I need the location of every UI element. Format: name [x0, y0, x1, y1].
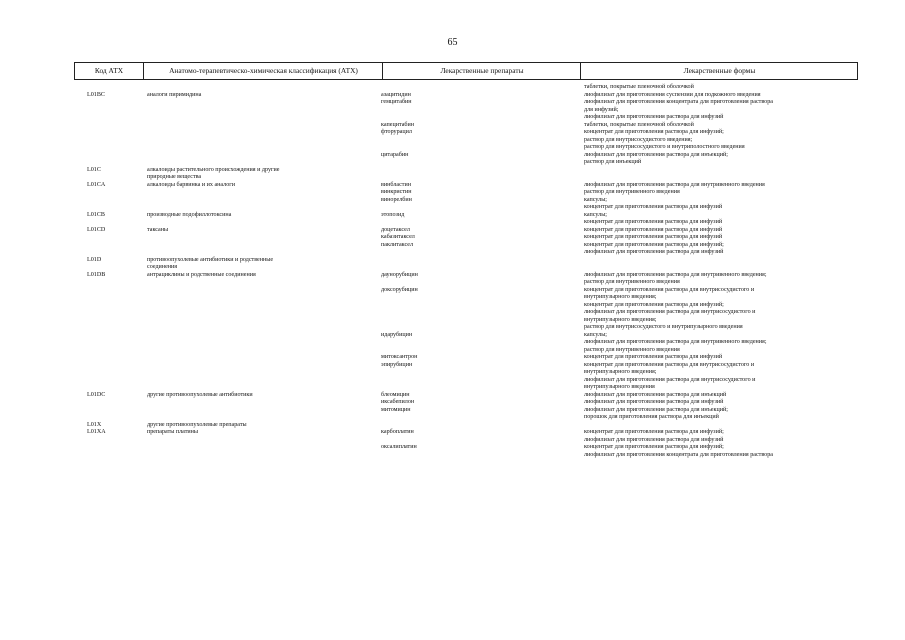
- table-row: [74, 332, 858, 340]
- dosage-form: раствор для внутривенного введения: [584, 189, 680, 195]
- classification: антрациклины и родственные соединения: [147, 271, 256, 278]
- dosage-form: лиофилизат для приготовления раствора для инфузий: [584, 249, 724, 255]
- drug-name: гемцитабин: [381, 99, 412, 105]
- drug-name: азацитидин: [381, 91, 411, 98]
- table-row: [74, 257, 858, 265]
- dosage-form: капсулы;: [584, 211, 607, 218]
- table-row: [74, 324, 858, 332]
- dosage-form: концентрат для приготовления раствора для инфузий: [584, 234, 723, 240]
- atc-code: L01CB: [87, 211, 105, 218]
- dosage-form: раствор для внутривенного введения: [584, 279, 680, 285]
- atc-code: L01XA: [87, 429, 106, 435]
- dosage-form: лиофилизат для приготовления раствора для внутрисосудистого и: [584, 309, 756, 315]
- table-row: [74, 234, 858, 242]
- table-row: [74, 384, 858, 392]
- table-row: [74, 204, 858, 212]
- table-header: [74, 62, 858, 80]
- dosage-form: раствор для внутрисосудистого введения;: [584, 136, 693, 143]
- table-row: [74, 159, 858, 167]
- dosage-form: лиофилизат для приготовления раствора для инфузий: [584, 114, 724, 120]
- dosage-form: лиофилизат для приготовления концентрата для приготовления раствора: [584, 99, 773, 105]
- drug-name: идарубицин: [381, 331, 413, 338]
- dosage-form: лиофилизат для приготовления раствора для внутривенного введения;: [584, 339, 767, 345]
- dosage-form: лиофилизат для приготовления раствора для инъекций;: [584, 151, 728, 158]
- dosage-form: концентрат для приготовления раствора для внутрисосудистого и: [584, 361, 755, 368]
- table-row: [74, 249, 858, 257]
- dosage-form: лиофилизат для приготовления раствора для внутривенного введения;: [584, 271, 767, 278]
- dosage-form: капсулы;: [584, 196, 607, 203]
- drug-name: иксабепилон: [381, 399, 415, 405]
- table-row: [74, 429, 858, 437]
- dosage-form: раствор для внутрисосудистого и внутриполостного введения: [584, 144, 745, 150]
- table-row: [74, 377, 858, 385]
- dosage-form: лиофилизат для приготовления раствора для внутривенного введения: [584, 181, 765, 188]
- table-row: [74, 114, 858, 122]
- table-row: [74, 339, 858, 347]
- atc-code: L01DC: [87, 391, 106, 398]
- header-code: Код АТХ: [94, 66, 124, 75]
- table-row: [74, 407, 858, 415]
- table-row: [74, 167, 858, 175]
- dosage-form: лиофилизат для приготовления суспензии для подкожного введения: [584, 91, 761, 98]
- dosage-form: раствор для внутрисосудистого и внутрипузырного введения: [584, 324, 743, 330]
- table-row: [74, 129, 858, 137]
- dosage-form: лиофилизат для приготовления концентрата для приготовления раствора: [584, 451, 773, 458]
- table-row: [74, 369, 858, 377]
- dosage-form: концентрат для приготовления раствора для внутрисосудистого и: [584, 286, 755, 293]
- table-row: [74, 452, 858, 460]
- table-row: [74, 354, 858, 362]
- dosage-form: концентрат для приготовления раствора для инфузий: [584, 204, 723, 210]
- classification: алкалоиды растительного происхождения и другие: [147, 166, 280, 173]
- table-row: [74, 302, 858, 310]
- classification: природные вещества: [147, 174, 202, 180]
- drug-name: эпирубицин: [381, 361, 413, 368]
- page-number: 65: [447, 37, 458, 48]
- drug-name: фторурацил: [381, 129, 412, 135]
- classification: производные подофиллотоксина: [147, 211, 232, 218]
- drug-name: этопозид: [381, 211, 405, 218]
- dosage-form: концентрат для приготовления раствора для инфузий: [584, 219, 723, 225]
- drug-name: карбоплатин: [381, 429, 414, 435]
- table-row: [74, 137, 858, 145]
- dosage-form: лиофилизат для приготовления раствора для внутрисосудистого и: [584, 376, 756, 383]
- classification: алкалоиды барвинка и их аналоги: [147, 181, 236, 188]
- header-drugs: Лекарственные препараты: [382, 63, 581, 79]
- drug-name: кабазитаксел: [381, 234, 415, 240]
- classification: таксаны: [147, 226, 169, 233]
- header-classification: Анатомо-терапевтическо-химическая классификация (АТХ): [143, 63, 383, 79]
- table-row: [74, 317, 858, 325]
- table-row: [74, 294, 858, 302]
- table-row: [74, 392, 858, 400]
- table-row: [74, 212, 858, 220]
- atc-code: L01X: [87, 421, 102, 428]
- classification: аналоги пиримидина: [147, 91, 202, 98]
- dosage-form: концентрат для приготовления раствора для инфузий;: [584, 444, 724, 450]
- dosage-form: порошок для приготовления раствора для инъекций: [584, 414, 719, 420]
- table-row: [74, 414, 858, 422]
- table-row: [74, 422, 858, 430]
- drug-name: цитарабин: [381, 151, 409, 158]
- drug-name: паклитаксел: [381, 241, 414, 248]
- table-body: [74, 84, 858, 584]
- table-row: [74, 197, 858, 205]
- table-row: [74, 182, 858, 190]
- atc-code: L01DB: [87, 271, 106, 278]
- table-row: [74, 92, 858, 100]
- drug-name: даунорубицин: [381, 271, 418, 278]
- drug-name: капецитабин: [381, 121, 415, 128]
- table-row: [74, 437, 858, 445]
- drug-name: доцетаксел: [381, 226, 410, 233]
- table-row: [74, 189, 858, 197]
- atc-code: L01C: [87, 166, 101, 173]
- dosage-form: лиофилизат для приготовления раствора для инъекций;: [584, 406, 728, 413]
- dosage-form: лиофилизат для приготовления раствора для инъекций: [584, 391, 727, 398]
- drug-name: доксорубицин: [381, 286, 418, 293]
- dosage-form: концентрат для приготовления раствора для инфузий: [584, 354, 723, 360]
- table-row: [74, 219, 858, 227]
- dosage-form: концентрат для приготовления раствора для инфузий;: [584, 301, 724, 308]
- dosage-form: внутрипузырного введения;: [584, 294, 657, 300]
- table-row: [74, 227, 858, 235]
- table-row: [74, 99, 858, 107]
- dosage-form: раствор для внутривенного введения: [584, 346, 680, 353]
- classification: другие противоопухолевые антибиотики: [147, 391, 253, 398]
- dosage-form: таблетки, покрытые пленочной оболочкой: [584, 84, 694, 90]
- drug-name: митомицин: [381, 406, 411, 413]
- table-row: [74, 272, 858, 280]
- atc-code: L01D: [87, 256, 102, 263]
- header-forms: Лекарственные формы: [580, 63, 858, 79]
- dosage-form: концентрат для приготовления раствора для инфузий;: [584, 241, 724, 248]
- dosage-form: капсулы;: [584, 331, 607, 338]
- table-row: [74, 279, 858, 287]
- dosage-form: лиофилизат для приготовления раствора для инфузий: [584, 436, 724, 443]
- dosage-form: лиофилизат для приготовления раствора для инфузий: [584, 399, 724, 405]
- table-row: [74, 287, 858, 295]
- classification: противоопухолевые антибиотики и родственные: [147, 256, 274, 263]
- table-row: [74, 399, 858, 407]
- drug-name: оксалиплатин: [381, 444, 417, 450]
- dosage-form: внутрипузырного введения;: [584, 369, 657, 375]
- dosage-form: концентрат для приготовления раствора для инфузий: [584, 226, 723, 233]
- table-row: [74, 152, 858, 160]
- drug-name: винорелбин: [381, 196, 412, 203]
- classification: препараты платины: [147, 429, 198, 435]
- table-row: [74, 242, 858, 250]
- atc-code: L01CA: [87, 181, 106, 188]
- dosage-form: концентрат для приготовления раствора для инфузий;: [584, 129, 724, 135]
- table-row: [74, 144, 858, 152]
- dosage-form: концентрат для приготовления раствора для инфузий;: [584, 429, 724, 435]
- dosage-form: для инфузий;: [584, 106, 619, 113]
- drug-name: блеомицин: [381, 391, 410, 398]
- dosage-form: таблетки, покрытые пленочной оболочкой: [584, 121, 694, 128]
- table-row: [74, 444, 858, 452]
- table-row: [74, 84, 858, 92]
- table-row: [74, 309, 858, 317]
- table-row: [74, 347, 858, 355]
- table-row: [74, 362, 858, 370]
- dosage-form: раствор для инъекций: [584, 159, 642, 165]
- dosage-form: внутрипузырного введения: [584, 384, 655, 390]
- dosage-form: внутрипузырного введения;: [584, 316, 657, 323]
- table-row: [74, 174, 858, 182]
- drug-name: винбластин: [381, 181, 411, 188]
- table-row: [74, 264, 858, 272]
- atc-code: L01CD: [87, 226, 106, 233]
- classification: соединения: [147, 264, 178, 270]
- drug-name: винкристин: [381, 189, 412, 195]
- table-row: [74, 107, 858, 115]
- classification: другие противоопухолевые препараты: [147, 421, 247, 428]
- table-row: [74, 122, 858, 130]
- atc-code: L01BC: [87, 91, 105, 98]
- drug-name: митоксантрон: [381, 354, 418, 360]
